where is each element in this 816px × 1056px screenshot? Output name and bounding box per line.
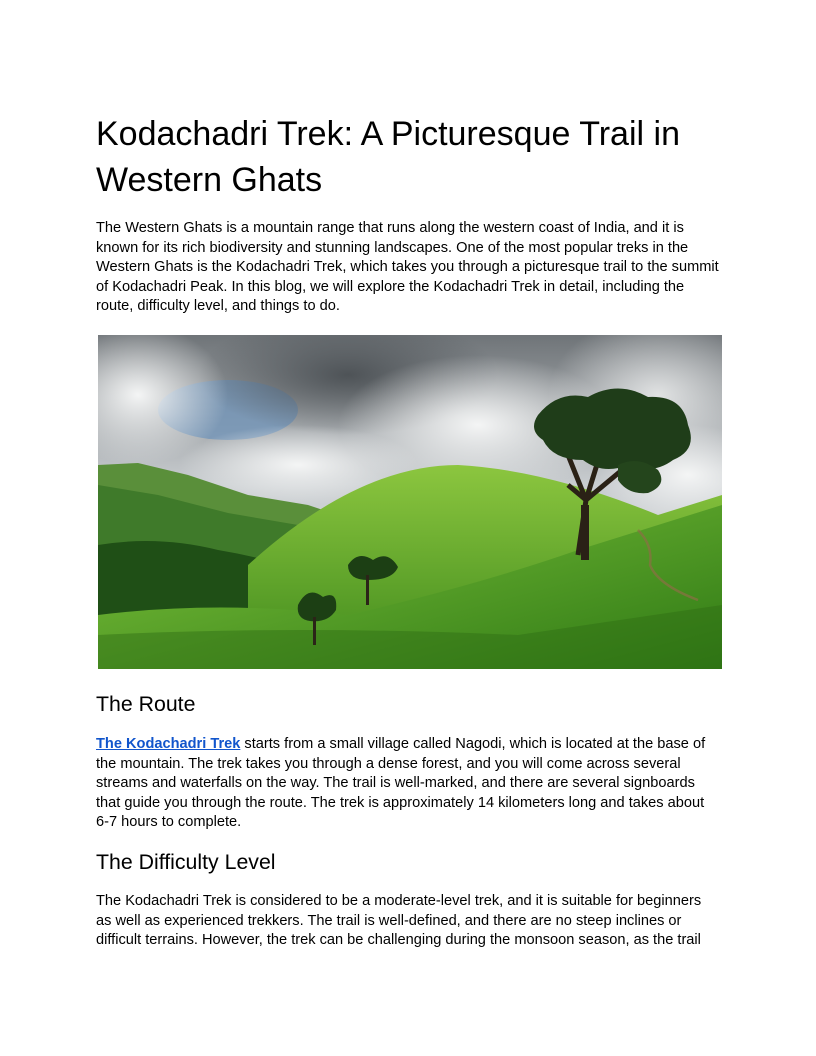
route-paragraph — [96, 735, 720, 833]
article-title: Kodachadri Trek: A Picturesque Trail in Western Ghats — [96, 115, 680, 199]
route-body-text: starts from a small village called Nagodi, which is located at the base of the mountain. The trek takes you through a dense forest, and you will come across several streams and waterfalls on the way. The trail is well-marked, and there are several signboards that guide you through the route. The trek is approximately 14 kilometers long and takes about 6-7 hours to complete. — [96, 736, 706, 831]
difficulty-paragraph: The Kodachadri Trek is considered to be a moderate-level trek, and it is suitable for beginners as well as experienced trekkers. The trail is well-defined, and there are no steep inclines or difficult terrains. However, the trek can be challenging during the monsoon season, as the trail — [96, 893, 702, 949]
section-heading-route: The Route — [96, 692, 196, 716]
intro-paragraph: The Western Ghats is a mountain range that runs along the western coast of India, and it is known for its rich biodiversity and stunning landscapes. One of the most popular treks in the Western Ghats is the Kodachadri Trek, which takes you through a picturesque trail to the summit of Kodachadri Peak. In this blog, we will explore the Kodachadri Trek in detail, including the route, difficulty level, and things to do. — [96, 220, 719, 315]
section-heading-difficulty: The Difficulty Level — [96, 850, 276, 874]
kodachadri-trek-link[interactable]: The Kodachadri Trek — [96, 736, 241, 752]
landscape-photo — [98, 335, 722, 669]
